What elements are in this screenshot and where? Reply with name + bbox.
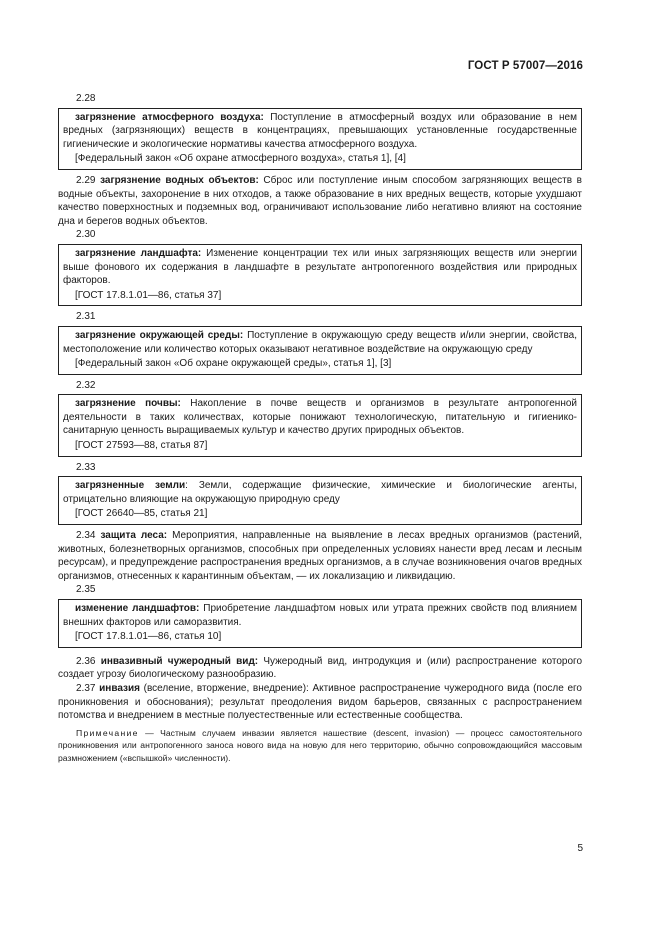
term-definition — [63, 397, 577, 438]
definition-text: Изменение концентрации тех или иных загрязняющих веществ или энергии выше фонового их содержания в ландшафте в результате антропогенного воздействия или природных факторов. — [63, 247, 577, 287]
entry-number: 2.29 — [76, 174, 96, 186]
term-name: загрязненные земли — [75, 480, 186, 492]
definition-text: Поступление в атмосферный воздух или образование в нем вредных (загрязняющих) веществ в концентрациях, превышающих установленные государственные гигиенические и экологические нормативы качества атмосферного воздуха. — [63, 111, 577, 150]
term-name: загрязнение почвы: — [75, 398, 181, 410]
term-paragraph — [58, 655, 582, 682]
note-paragraph — [58, 727, 582, 765]
page-content — [58, 92, 582, 765]
entry-number: 2.35 — [76, 584, 96, 596]
term-definition — [63, 247, 577, 288]
definition-text: Сброс или поступление иным способом загрязняющих веществ в водные объекты, захоронение в них отходов, а также образование в них вредных веществ, которые ухудшают качество поверхностных и подземных вод, ограничивают использование либо негативно влияют на состояние дна и берегов водных объектов. — [58, 174, 582, 227]
definition-text: Накопление в почве веществ и организмов в результате антропогенной деятельности в таких количествах, которые понижают технологическую, питательную и гигиенико-санитарную ценность выращиваемых культур и качество других природных объектов. — [63, 398, 577, 437]
definition-text: Мероприятия, направленные на выявление в лесах вредных организмов (растений, животных, болезнетворных организмов, способных при определенных условиях нанести вред лесам и лесным ресурсам), и предупреждение распространения вредных организмов, а в случае возникновения очагов вредных организмов, отнесенных к карантинным объектам, — их локализацию и ликвидацию. — [58, 530, 582, 582]
document-id: ГОСТ Р 57007—2016 — [467, 60, 583, 72]
term-definition — [63, 111, 577, 152]
term-source: [Федеральный закон «Об охране атмосферного воздуха», статья 1], [4] — [75, 153, 406, 165]
note-text: — Частным случаем инвазии является нашествие (descent, invasion) — процесс самостоятельного проникновения или антропогенного заноса нового вида на новую для него территорию, обычно сопровождающийся массовым размножением («вспышкой» численности). — [58, 727, 582, 763]
term-definition — [63, 329, 577, 356]
entry-number: 2.37 — [76, 682, 96, 694]
entry-number: 2.28 — [76, 93, 96, 104]
term-definition — [63, 479, 577, 506]
term-source: [ГОСТ 27593—88, статья 87] — [75, 440, 208, 452]
term-box — [58, 599, 582, 648]
page-number: 5 — [577, 843, 583, 854]
term-box — [58, 244, 582, 306]
term-source: [ГОСТ 17.8.1.01—86, статья 37] — [75, 289, 222, 301]
entry-number: 2.30 — [76, 229, 96, 241]
term-name: защита леса: — [100, 530, 168, 542]
term-source: [Федеральный закон «Об охране окружающей среды», статья 1], [3] — [75, 358, 392, 370]
term-name: изменение ландшафтов: — [75, 603, 200, 614]
definition-text: Чужеродный вид, интродукция и (или) распространение которого создает угрозу биологическому разнообразию. — [58, 655, 583, 681]
term-name: загрязнение водных объектов: — [100, 174, 259, 186]
term-box — [58, 476, 582, 525]
entry-number: 2.34 — [76, 530, 96, 542]
definition-text: Поступление в окружающую среду веществ и/или энергии, свойства, местоположение или количество которых оказывают негативное воздействие на окружающую среду — [63, 329, 577, 355]
definition-text: Приобретение ландшафтом новых или утрата прежних свойств под влиянием внешних факторов или саморазвития. — [63, 603, 577, 628]
term-box — [58, 108, 582, 170]
term-paragraph — [58, 682, 582, 723]
entry-number: 2.31 — [76, 311, 96, 323]
term-paragraph — [58, 174, 582, 228]
entry-number: 2.32 — [76, 379, 96, 391]
entry-number: 2.36 — [76, 655, 96, 667]
term-source: [ГОСТ 26640—85, статья 21] — [75, 508, 208, 520]
term-box — [58, 394, 582, 456]
term-source: [ГОСТ 17.8.1.01—86, статья 10] — [75, 631, 222, 643]
term-box — [58, 326, 582, 375]
term-name: загрязнение атмосферного воздуха: — [75, 111, 264, 123]
term-definition — [63, 602, 577, 629]
term-name: инвазивный чужеродный вид: — [100, 655, 259, 667]
term-name: инвазия — [99, 682, 140, 694]
term-paragraph — [58, 529, 582, 583]
note-label: Примечание — [76, 727, 139, 738]
definition-text: : Земли, содержащие физические, химические и биологические агенты, отрицательно влияющие на окружающую природную среду — [63, 480, 578, 505]
entry-number: 2.33 — [76, 461, 96, 473]
term-name: загрязнение ландшафта: — [75, 247, 202, 259]
definition-text: (вселение, вторжение, внедрение): Активное распространение чужеродного вида (после его проникновения и обоснования); результат преодоления видом барьеров, связанных с распространением потомства и внедрением в местные полуестественные или естественные сообщества. — [58, 682, 582, 722]
term-name: загрязнение окружающей среды: — [75, 329, 244, 341]
